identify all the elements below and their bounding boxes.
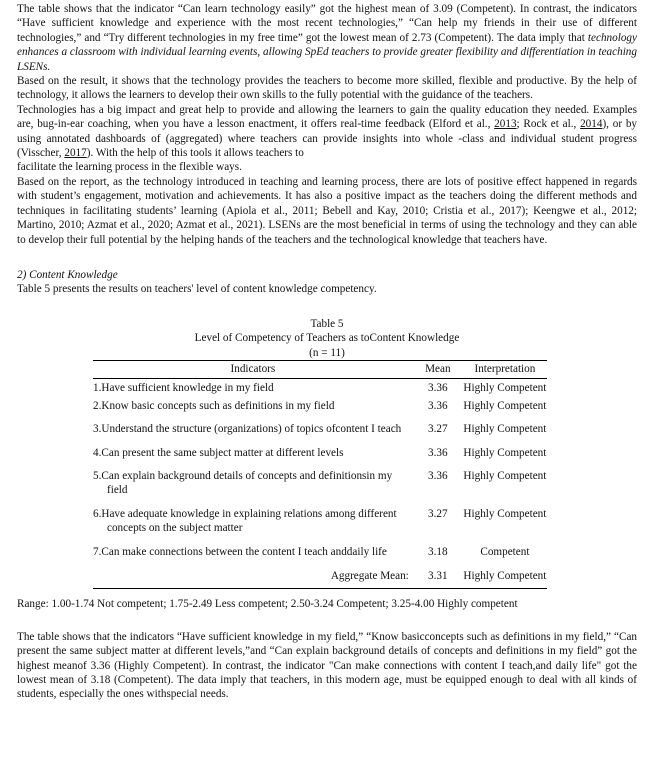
interpretation-cell: Competent <box>480 545 530 558</box>
indicator-cell: 3.Understand the structure (organizations) of topics ofcontent I teach <box>93 423 402 436</box>
table-row <box>93 507 547 545</box>
citation-link-visscher[interactable]: 2017 <box>64 147 87 160</box>
p3-text-e: ), or by using annotated dashboards of (aggregated) where teachers can provide insights into whole -class and individual student progress (Visscher, <box>17 118 638 160</box>
header-interpretation: Interpretation <box>463 360 547 378</box>
p3-text-a: Technologies has a big impact and great help to provide and allowing the learners to gain the quality education they needed. Examples are, bug-in-ear coaching, when you have a lesson enactment, it offers real-time feedback (Elford et al., <box>17 103 637 131</box>
aggregate-mean: 3.31 <box>413 562 463 589</box>
citation-link-elford[interactable]: 2013 <box>494 118 517 131</box>
interpretation-cell: Highly Competent <box>463 399 547 412</box>
mean-cell: 3.36 <box>428 399 448 412</box>
interpretation-cell: Highly Competent <box>463 446 547 459</box>
table-caption <box>17 317 637 360</box>
intro-paragraph-3 <box>17 103 637 161</box>
table-row <box>93 545 547 562</box>
p3-text-g: ). With the help of this tools it allows teachers to <box>86 147 304 160</box>
interpretation-cell: Highly Competent <box>463 469 547 482</box>
mean-cell: 3.27 <box>428 507 448 520</box>
interpretation-cell: Highly Competent <box>463 423 547 436</box>
citation-link-rock[interactable]: 2014 <box>580 118 603 131</box>
aggregate-row <box>93 562 547 589</box>
intro-paragraph-1 <box>17 2 637 74</box>
table-row <box>93 446 547 469</box>
intro-paragraph-3-end: facilitate the learning process in the flexible ways. <box>17 161 242 174</box>
conclusion-paragraph: The table shows that the indicators “Have sufficient knowledge in my field,” “Know basicconcepts such as definitions in my field,” “Can present the same subject matter at different levels,”and “Can explain background details of concepts and definitions in my field” got the highest meanof 3.36 (Highly Competent). In contrast, the indicator "Can make connections with content I teach,and daily life" got the lowest mean of 3.18 (Competent). The data imply that teachers, in this modern age, must be equipped enough to deal with all kinds of students, especially the ones withspecial needs. <box>17 630 637 701</box>
table-title: Level of Competency of Teachers as toContent Knowledge <box>194 332 460 345</box>
mean-cell: 3.36 <box>428 382 448 395</box>
paper-page <box>17 2 637 702</box>
table-n: (n = 11) <box>309 346 345 359</box>
aggregate-interpretation: Highly Competent <box>463 562 547 589</box>
indicator-cell: 4.Can present the same subject matter at different levels <box>93 446 344 459</box>
table-row <box>93 399 547 422</box>
intro-paragraph-4: Based on the report, as the technology introduced in teaching and learning process, there are lots of positive effect happened in regards with student’s engagement, motivation and achievements. It has also a positive impact as the teachers doing the different methods and techniques in facilitating students’ learning (Apiola et al., 2011; Bebell and Kay, 2010; Cristia et al., 2017); Keengwe et al., 2012; Martino, 2010; Azmat et al., 2020; Azmat et al., 2021). LSENs are the most beneficial in terms of using the technology and they can able to develop their full potential by the helping hands of the teachers and the technological knowledge that teachers have. <box>17 175 637 246</box>
indicator-cell: 5.Can explain background details of concepts and definitionsin my field <box>93 469 393 497</box>
indicator-cell: 6.Have adequate knowledge in explaining relations among different concepts on the subject matter <box>93 507 397 535</box>
intro-paragraph-2: Based on the result, it shows that the technology provides the teachers to become more skilled, flexible and productive. By the help of technology, it allows the learners to develop their own skills to the fully potential with the guidance of the teachers. <box>17 75 637 102</box>
table-row <box>93 422 547 445</box>
mean-cell: 3.27 <box>428 423 448 436</box>
indicator-cell: 1.Have sufficient knowledge in my field <box>93 382 274 395</box>
table-header-row <box>93 360 547 378</box>
interpretation-cell: Highly Competent <box>463 382 547 395</box>
mean-cell: 3.36 <box>428 446 448 459</box>
range-note: Range: 1.00-1.74 Not competent; 1.75-2.49 Less competent; 2.50-3.24 Competent; 3.25-4.00 Highly competent <box>17 598 518 611</box>
intro-text: The table shows that the indicator “Can learn technology easily” got the highest mean of 3.09 (Competent). In contrast, the indicators “Have sufficient knowledge and experience with the most recent technologies,” “Can help my friends in their use of different technologies,” and “Try different technologies in my free time” got the lowest mean of 2.73 (Competent). The data imply that <box>17 3 637 44</box>
indicator-cell: 7.Can make connections between the content I teach anddaily life <box>93 545 387 558</box>
intro-italic-text: technology enhances a classroom with individual learning events, allowing SpEd teachers to provide greater flexibility and differentiation in teaching LSENs. <box>17 31 637 73</box>
table-label: Table 5 <box>310 317 344 330</box>
aggregate-label: Aggregate Mean: <box>93 562 413 589</box>
section-heading: 2) Content Knowledge <box>17 268 118 281</box>
header-mean: Mean <box>413 360 463 378</box>
table-row <box>93 379 547 399</box>
section-lead: Table 5 presents the results on teachers' level of content knowledge competency. <box>17 283 377 296</box>
mean-cell: 3.18 <box>428 545 448 558</box>
spacer <box>17 612 637 630</box>
p3-text-c: ; Rock et al., <box>516 118 581 131</box>
header-indicators: Indicators <box>93 360 413 378</box>
interpretation-cell: Highly Competent <box>463 507 547 520</box>
indicator-cell: 2.Know basic concepts such as definitions in my field <box>93 399 335 412</box>
competency-table <box>93 360 547 589</box>
table-row <box>93 469 547 507</box>
mean-cell: 3.36 <box>428 469 448 482</box>
